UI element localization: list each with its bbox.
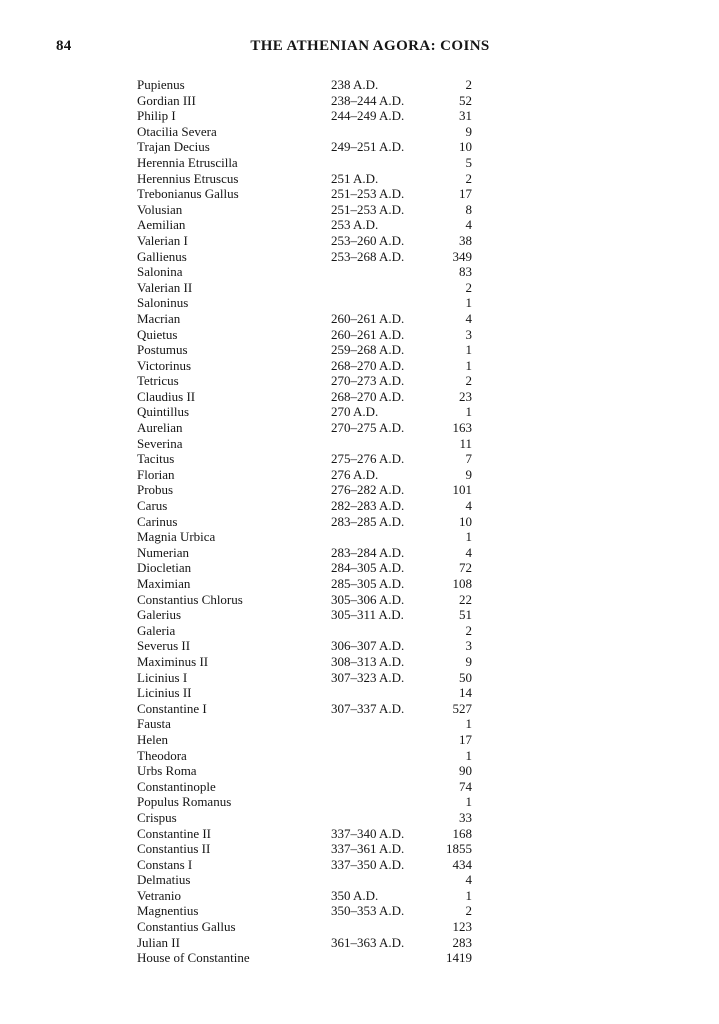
coin-count: 72 xyxy=(459,560,472,576)
ruler-name: Tacitus xyxy=(137,451,175,467)
date-range: 270 A.D. xyxy=(331,404,379,420)
coin-count: 1 xyxy=(465,529,472,545)
coin-count: 4 xyxy=(465,217,472,233)
ruler-name: Constantius Gallus xyxy=(137,919,236,935)
table-row xyxy=(137,732,472,748)
coin-count: 4 xyxy=(465,310,472,326)
table-row xyxy=(137,139,472,155)
ruler-name: Aemilian xyxy=(137,217,186,233)
coin-count: 83 xyxy=(459,264,472,280)
table-row xyxy=(137,529,472,545)
ruler-name: Valerian I xyxy=(137,232,188,248)
table-row xyxy=(137,295,472,311)
table-row xyxy=(137,420,472,436)
table-row xyxy=(137,358,472,374)
ruler-name: Pupienus xyxy=(137,77,185,92)
ruler-name: Gallienus xyxy=(137,248,187,264)
coin-count: 10 xyxy=(459,513,472,529)
date-range: 307–323 A.D. xyxy=(331,669,405,685)
table-row xyxy=(137,514,472,530)
ruler-name: Carus xyxy=(137,498,168,514)
date-range: 238 A.D. xyxy=(331,77,379,92)
ruler-name: Crispus xyxy=(137,809,177,825)
table-row xyxy=(137,77,472,93)
coin-count: 1419 xyxy=(446,950,472,966)
date-range: 260–261 A.D. xyxy=(331,310,405,326)
table-row xyxy=(137,327,472,343)
coin-count: 74 xyxy=(459,778,472,794)
date-range xyxy=(331,280,429,296)
ruler-name: Constantine I xyxy=(137,700,207,716)
coin-count: 38 xyxy=(459,232,472,248)
date-range xyxy=(331,685,429,701)
ruler-name: Helen xyxy=(137,731,169,747)
date-range: 307–337 A.D. xyxy=(331,700,405,716)
coin-count: 2 xyxy=(465,903,472,919)
ruler-name: Constantine II xyxy=(137,825,212,841)
table-row xyxy=(137,93,472,109)
coin-count: 9 xyxy=(465,123,472,139)
coin-count: 168 xyxy=(452,825,472,841)
table-row xyxy=(137,280,472,296)
coin-count: 90 xyxy=(459,763,472,779)
date-range: 337–340 A.D. xyxy=(331,825,405,841)
table-row xyxy=(137,389,472,405)
ruler-name: Julian II xyxy=(137,934,180,950)
coin-count: 33 xyxy=(459,809,472,825)
coin-count: 101 xyxy=(452,482,472,498)
date-range xyxy=(331,716,429,732)
ruler-name: Gordian III xyxy=(137,92,196,108)
table-row xyxy=(137,607,472,623)
table-row xyxy=(137,950,472,966)
table-row xyxy=(137,545,472,561)
table-row xyxy=(137,919,472,935)
coin-count: 17 xyxy=(459,186,472,202)
date-range: 337–350 A.D. xyxy=(331,856,405,872)
table-row xyxy=(137,202,472,218)
coin-count: 1 xyxy=(465,342,472,358)
table-row xyxy=(137,654,472,670)
coin-count: 1 xyxy=(465,404,472,420)
coin-count: 7 xyxy=(465,451,472,467)
ruler-name: Herennius Etruscus xyxy=(137,170,239,186)
date-range: 284–305 A.D. xyxy=(331,560,405,576)
table-row xyxy=(137,404,472,420)
coin-count: 50 xyxy=(459,669,472,685)
table-row xyxy=(137,794,472,810)
table-row xyxy=(137,482,472,498)
coin-count: 23 xyxy=(459,388,472,404)
ruler-name: Quintillus xyxy=(137,404,190,420)
coin-count: 51 xyxy=(459,607,472,623)
date-range xyxy=(331,732,429,748)
ruler-name: Fausta xyxy=(137,716,171,732)
date-range: 350 A.D. xyxy=(331,887,379,903)
ruler-name: Magnia Urbica xyxy=(137,529,216,545)
date-range: 259–268 A.D. xyxy=(331,342,405,358)
date-range: 251–253 A.D. xyxy=(331,201,405,217)
date-range xyxy=(331,124,429,140)
coin-count: 349 xyxy=(452,248,472,264)
coin-count: 163 xyxy=(452,420,472,436)
table-row xyxy=(137,748,472,764)
date-range xyxy=(331,872,429,888)
coin-count: 108 xyxy=(452,576,472,591)
table-row xyxy=(137,841,472,857)
date-range xyxy=(331,295,429,311)
coin-count: 9 xyxy=(465,466,472,482)
date-range xyxy=(331,264,429,280)
table-row xyxy=(137,451,472,467)
table-row xyxy=(137,342,472,358)
date-range: 337–361 A.D. xyxy=(331,841,405,857)
date-range xyxy=(331,810,429,826)
coin-count: 527 xyxy=(452,700,472,716)
ruler-name: Aurelian xyxy=(137,420,183,436)
table-row xyxy=(137,217,472,233)
date-range xyxy=(331,919,429,935)
table-row xyxy=(137,935,472,951)
coin-count: 1855 xyxy=(446,841,472,857)
table-row xyxy=(137,186,472,202)
coin-count: 8 xyxy=(465,201,472,217)
date-range xyxy=(331,623,429,639)
table-row xyxy=(137,498,472,514)
table-row xyxy=(137,373,472,389)
date-range: 244–249 A.D. xyxy=(331,108,405,124)
date-range: 251 A.D. xyxy=(331,170,379,186)
date-range xyxy=(331,155,429,171)
table-row xyxy=(137,872,472,888)
coin-count: 1 xyxy=(465,357,472,373)
table-row xyxy=(137,685,472,701)
coin-count: 123 xyxy=(452,919,472,935)
date-range: 276–282 A.D. xyxy=(331,482,405,498)
coin-count: 1 xyxy=(465,716,472,732)
date-range xyxy=(331,763,429,779)
ruler-name: Florian xyxy=(137,466,175,482)
coin-count: 4 xyxy=(465,544,472,560)
date-range: 282–283 A.D. xyxy=(331,498,405,514)
table-row xyxy=(137,264,472,280)
table-row xyxy=(137,638,472,654)
date-range xyxy=(331,794,429,810)
date-range xyxy=(331,950,429,966)
table-row xyxy=(137,888,472,904)
ruler-name: Volusian xyxy=(137,201,183,217)
table-row xyxy=(137,623,472,639)
table-row xyxy=(137,560,472,576)
table-row xyxy=(137,311,472,327)
table-row xyxy=(137,108,472,124)
date-range: 361–363 A.D. xyxy=(331,934,405,950)
ruler-name: Tetricus xyxy=(137,373,179,389)
ruler-name: Herennia Etruscilla xyxy=(137,154,238,170)
table-row xyxy=(137,903,472,919)
ruler-name: Constans I xyxy=(137,856,193,872)
ruler-name: Galeria xyxy=(137,622,176,638)
coin-count: 4 xyxy=(465,872,472,888)
table-row xyxy=(137,857,472,873)
table-row xyxy=(137,763,472,779)
coin-count: 434 xyxy=(452,856,472,872)
ruler-name: Probus xyxy=(137,482,174,498)
date-range: 268–270 A.D. xyxy=(331,357,405,373)
coin-count: 4 xyxy=(465,498,472,514)
date-range: 270–273 A.D. xyxy=(331,373,405,389)
coin-count: 2 xyxy=(465,170,472,186)
coin-count: 2 xyxy=(465,373,472,389)
running-title: THE ATHENIAN AGORA: COINS xyxy=(250,38,490,54)
table-row xyxy=(137,670,472,686)
date-range: 270–275 A.D. xyxy=(331,420,405,436)
table-row xyxy=(137,436,472,452)
coin-table xyxy=(137,77,472,966)
coin-count: 3 xyxy=(465,326,472,342)
ruler-name: Magnentius xyxy=(137,903,199,919)
coin-count: 31 xyxy=(459,108,472,124)
date-range: 253–268 A.D. xyxy=(331,248,405,264)
ruler-name: Claudius II xyxy=(137,388,196,404)
date-range: 283–285 A.D. xyxy=(331,513,405,529)
table-row xyxy=(137,171,472,187)
date-range: 238–244 A.D. xyxy=(331,92,405,108)
coin-count: 2 xyxy=(465,77,472,92)
coin-count: 3 xyxy=(465,638,472,654)
coin-count: 22 xyxy=(459,591,472,607)
table-row xyxy=(137,826,472,842)
coin-count: 283 xyxy=(452,934,472,950)
ruler-name: Maximian xyxy=(137,576,191,591)
ruler-name: Delmatius xyxy=(137,872,191,888)
date-range xyxy=(331,748,429,764)
ruler-name: Macrian xyxy=(137,310,181,326)
ruler-name: Diocletian xyxy=(137,560,192,576)
coin-count: 17 xyxy=(459,731,472,747)
ruler-name: Urbs Roma xyxy=(137,763,197,779)
coin-count: 11 xyxy=(459,435,472,451)
ruler-name: Theodora xyxy=(137,747,187,763)
table-row xyxy=(137,576,472,592)
ruler-name: Maximinus II xyxy=(137,653,209,669)
date-range: 350–353 A.D. xyxy=(331,903,405,919)
ruler-name: Severus II xyxy=(137,638,191,654)
ruler-name: Salonina xyxy=(137,264,183,280)
ruler-name: Carinus xyxy=(137,513,178,529)
coin-count: 1 xyxy=(465,747,472,763)
date-range: 253–260 A.D. xyxy=(331,232,405,248)
ruler-name: Constantius Chlorus xyxy=(137,591,243,607)
ruler-name: Severina xyxy=(137,435,183,451)
ruler-name: Valerian II xyxy=(137,279,193,295)
date-range: 268–270 A.D. xyxy=(331,388,405,404)
ruler-name: Galerius xyxy=(137,607,182,623)
coin-count: 5 xyxy=(465,154,472,170)
table-row xyxy=(137,249,472,265)
table-row xyxy=(137,233,472,249)
date-range xyxy=(331,529,429,545)
table-row xyxy=(137,716,472,732)
ruler-name: Constantinople xyxy=(137,778,216,794)
date-range: 305–311 A.D. xyxy=(331,607,404,623)
ruler-name: Trebonianus Gallus xyxy=(137,186,239,202)
ruler-name: Numerian xyxy=(137,544,189,560)
date-range: 249–251 A.D. xyxy=(331,139,405,155)
coin-count: 14 xyxy=(459,685,472,701)
coin-count: 52 xyxy=(459,92,472,108)
ruler-name: Licinius I xyxy=(137,669,188,685)
ruler-name: Populus Romanus xyxy=(137,794,232,810)
date-range: 306–307 A.D. xyxy=(331,638,405,654)
coin-count: 1 xyxy=(465,295,472,311)
ruler-name: Quietus xyxy=(137,326,178,342)
date-range: 283–284 A.D. xyxy=(331,544,405,560)
coin-count: 1 xyxy=(465,887,472,903)
date-range: 308–313 A.D. xyxy=(331,653,405,669)
table-row xyxy=(137,124,472,140)
ruler-name: Philip I xyxy=(137,108,176,124)
date-range: 253 A.D. xyxy=(331,217,379,233)
date-range: 275–276 A.D. xyxy=(331,451,405,467)
date-range xyxy=(331,436,429,452)
ruler-name: Victorinus xyxy=(137,357,192,373)
ruler-name: Vetranio xyxy=(137,887,182,903)
date-range: 285–305 A.D. xyxy=(331,576,405,591)
date-range xyxy=(331,779,429,795)
date-range: 276 A.D. xyxy=(331,466,379,482)
ruler-name: Trajan Decius xyxy=(137,139,210,155)
table-row xyxy=(137,810,472,826)
date-range: 260–261 A.D. xyxy=(331,326,405,342)
coin-count: 9 xyxy=(465,653,472,669)
ruler-name: Licinius II xyxy=(137,685,192,701)
ruler-name: Saloninus xyxy=(137,295,189,311)
table-row xyxy=(137,701,472,717)
coin-count: 10 xyxy=(459,139,472,155)
ruler-name: Postumus xyxy=(137,342,188,358)
date-range: 305–306 A.D. xyxy=(331,591,405,607)
coin-count: 2 xyxy=(465,279,472,295)
ruler-name: Otacilia Severa xyxy=(137,123,217,139)
table-row xyxy=(137,467,472,483)
ruler-name: House of Constantine xyxy=(137,950,250,966)
ruler-name: Constantius II xyxy=(137,841,211,857)
page-number: 84 xyxy=(56,38,72,54)
table-row xyxy=(137,592,472,608)
table-row xyxy=(137,779,472,795)
coin-count: 1 xyxy=(465,794,472,810)
date-range: 251–253 A.D. xyxy=(331,186,405,202)
coin-count: 2 xyxy=(465,622,472,638)
table-row xyxy=(137,155,472,171)
